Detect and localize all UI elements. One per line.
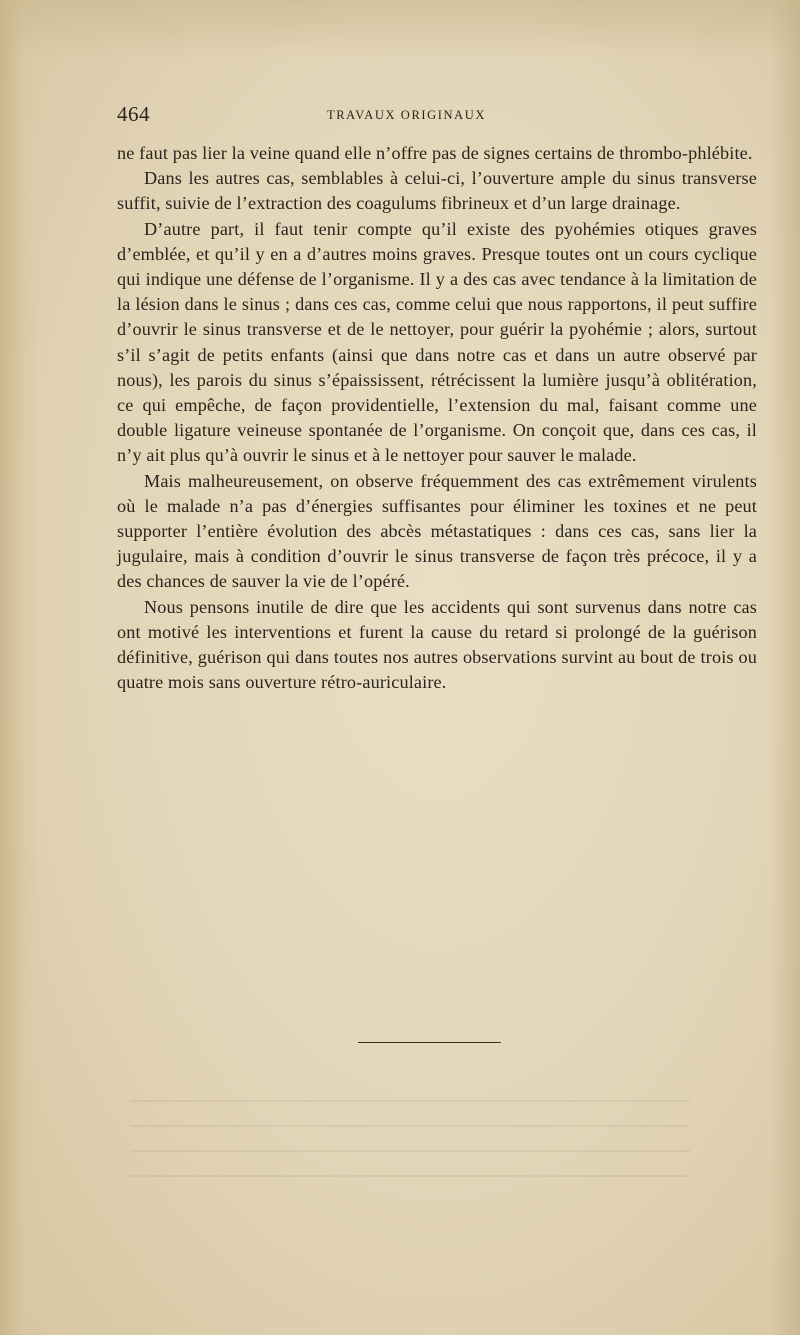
top-shadow: [0, 0, 800, 60]
paragraph-continued: ne faut pas lier la veine quand elle n’offre pas de signes certains de thrombo-phlébite.: [117, 143, 753, 163]
paragraph: Nous pensons inutile de dire que les accidents qui sont survenus dans notre cas ont motivé les interventions et furent la cause du retard si prolongé de la guérison définitive, guérison qui dans toutes nos autres observations survint au bout de trois ou quatre mois sans ouverture rétro-auriculaire.: [117, 596, 757, 693]
spine-shadow: [0, 0, 40, 1335]
running-title: TRAVAUX ORIGINAUX: [327, 108, 487, 122]
paragraph: Mais malheureusement, on observe fréquemment des cas extrêmement virulents où le malade n’a pas d’énergies suffisantes pour éliminer les toxines et ne peut supporter l’entière évolution des abcès métastatiques : dans ces cas, sans lier la jugulaire, mais à condition d’ouvrir le sinus transverse de façon très précoce, il y a des chances de sauver la vie de l’opéré.: [117, 470, 757, 592]
page-number: 464: [117, 102, 150, 126]
show-through-texture: [130, 1100, 690, 1190]
body-text: [117, 141, 757, 695]
page-header: [117, 102, 784, 130]
section-end-rule: [358, 1042, 501, 1043]
paragraph: D’autre part, il faut tenir compte qu’il existe des pyohémies otiques graves d’emblée, et qu’il y en a d’autres moins graves. Presque toutes ont un cours cyclique qui indique une défense de l’organisme. Il y a des cas avec tendance à la limitation de la lésion dans le sinus ; dans ces cas, comme celui que nous rapportons, il peut suffire d’ouvrir le sinus transverse et de le nettoyer, pour guérir la pyohémie ; alors, surtout s’il s’agit de petits enfants (ainsi que dans notre cas et dans un autre observé par nous), les parois du sinus s’épaississent, rétrécissent la lumière jusqu’à oblitération, ce qui empêche, de façon providentielle, l’extension du mal, faisant comme une double ligature veineuse spontanée de l’organisme. On conçoit que, dans ces cas, il n’y ait plus qu’à ouvrir le sinus et à le nettoyer pour sauver le malade.: [117, 218, 757, 466]
right-edge-shadow: [770, 0, 800, 1335]
paragraph: Dans les autres cas, semblables à celui-ci, l’ouverture ample du sinus transverse suffit, suivie de l’extraction des coagulums fibrineux et d’un large drainage.: [117, 168, 757, 214]
